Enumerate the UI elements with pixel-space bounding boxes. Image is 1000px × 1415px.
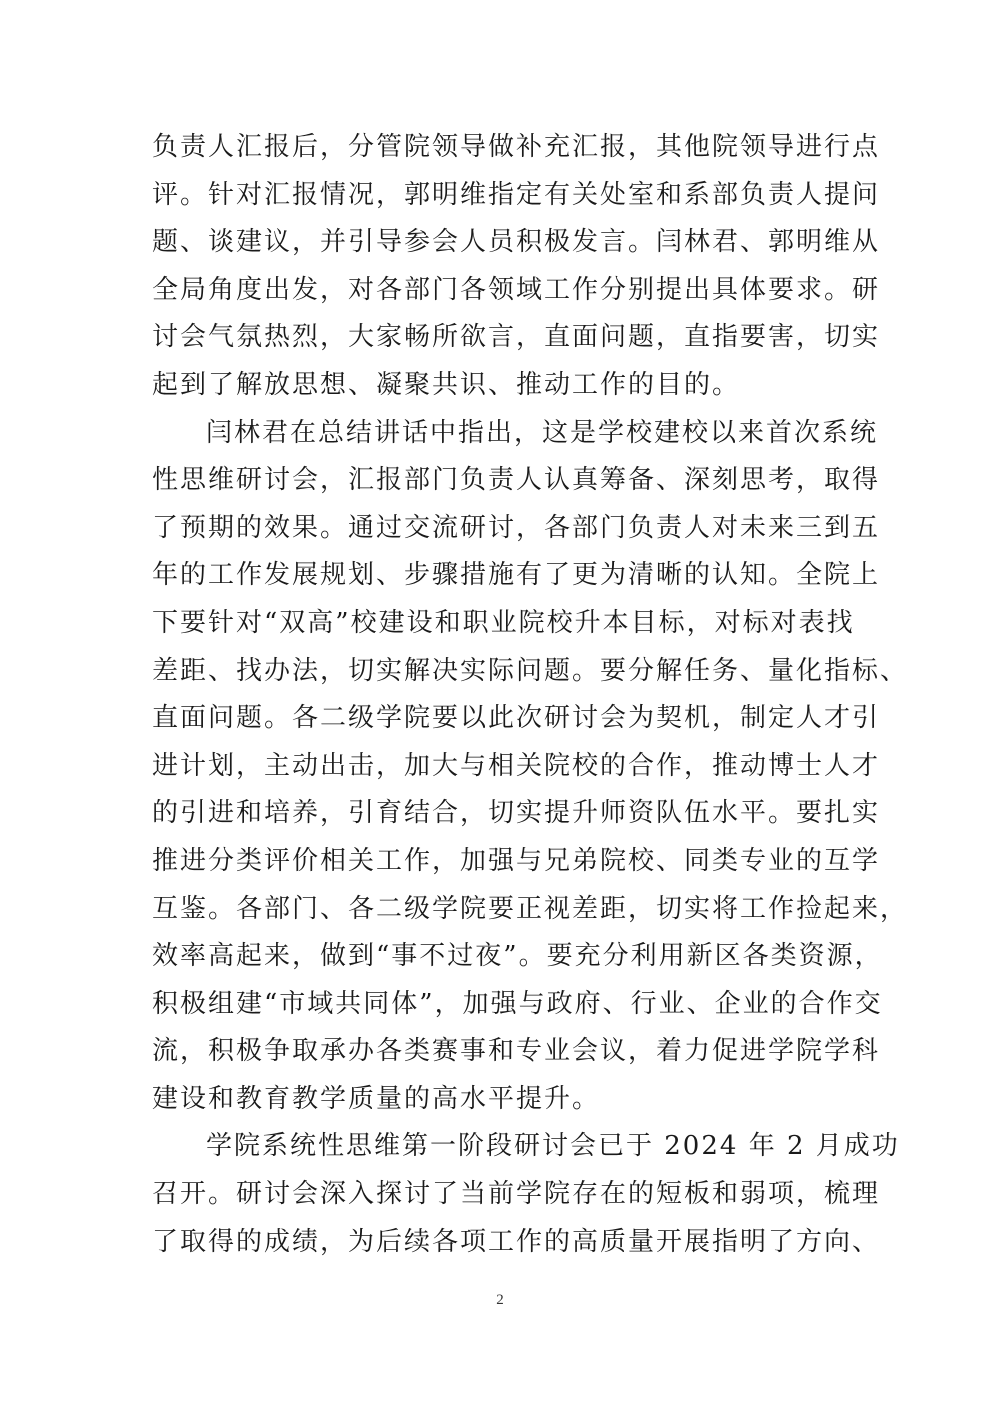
text-line: 全局角度出发，对各部门各领域工作分别提出具体要求。研 bbox=[152, 274, 881, 305]
text-line: 互鉴。各部门、各二级学院要正视差距，切实将工作捡起来， bbox=[152, 893, 909, 924]
body-text bbox=[152, 124, 909, 1266]
text-line: 讨会气氛热烈，大家畅所欲言，直面问题，直指要害，切实 bbox=[152, 322, 881, 353]
text-line: 了取得的成绩，为后续各项工作的高质量开展指明了方向、 bbox=[152, 1226, 881, 1257]
text-line: 召开。研讨会深入探讨了当前学院存在的短板和弱项，梳理 bbox=[152, 1179, 881, 1210]
text-line: 进计划，主动出击，加大与相关院校的合作，推动博士人才 bbox=[152, 750, 881, 781]
text-line: 效率高起来，做到“事不过夜”。要充分利用新区各类资源， bbox=[152, 941, 883, 972]
page-number: 2 bbox=[496, 1292, 504, 1308]
text-line: 建设和教育教学质量的高水平提升。 bbox=[152, 1083, 601, 1114]
paragraph-first-line: 学院系统性思维第一阶段研讨会已于 2024 年 2 月成功 bbox=[206, 1131, 900, 1162]
text-line: 直面问题。各二级学院要以此次研讨会为契机，制定人才引 bbox=[152, 703, 881, 734]
text-line: 差距、找办法，切实解决实际问题。要分解任务、量化指标、 bbox=[152, 655, 909, 686]
paragraph-first-line: 闫林君在总结讲话中指出，这是学校建校以来首次系统 bbox=[206, 417, 879, 448]
text-line: 推进分类评价相关工作，加强与兄弟院校、同类专业的互学 bbox=[152, 845, 881, 876]
text-line: 负责人汇报后，分管院领导做补充汇报，其他院领导进行点 bbox=[152, 132, 881, 162]
text-line: 下要针对“双高”校建设和职业院校升本目标，对标对表找 bbox=[152, 607, 855, 638]
text-line: 评。针对汇报情况，郭明维指定有关处室和系部负责人提问 bbox=[152, 179, 881, 210]
text-line: 题、谈建议，并引导参会人员积极发言。闫林君、郭明维从 bbox=[152, 227, 881, 258]
text-line: 了预期的效果。通过交流研讨，各部门负责人对未来三到五 bbox=[152, 512, 881, 543]
text-line: 流，积极争取承办各类赛事和专业会议，着力促进学院学科 bbox=[152, 1036, 881, 1067]
text-line: 性思维研讨会，汇报部门负责人认真筹备、深刻思考，取得 bbox=[152, 465, 881, 496]
text-line: 的引进和培养，引育结合，切实提升师资队伍水平。要扎实 bbox=[152, 798, 881, 829]
text-line: 年的工作发展规划、步骤措施有了更为清晰的认知。全院上 bbox=[152, 560, 881, 591]
text-line: 积极组建“市域共同体”，加强与政府、行业、企业的合作交 bbox=[152, 988, 883, 1019]
text-line: 起到了解放思想、凝聚共识、推动工作的目的。 bbox=[152, 369, 741, 400]
